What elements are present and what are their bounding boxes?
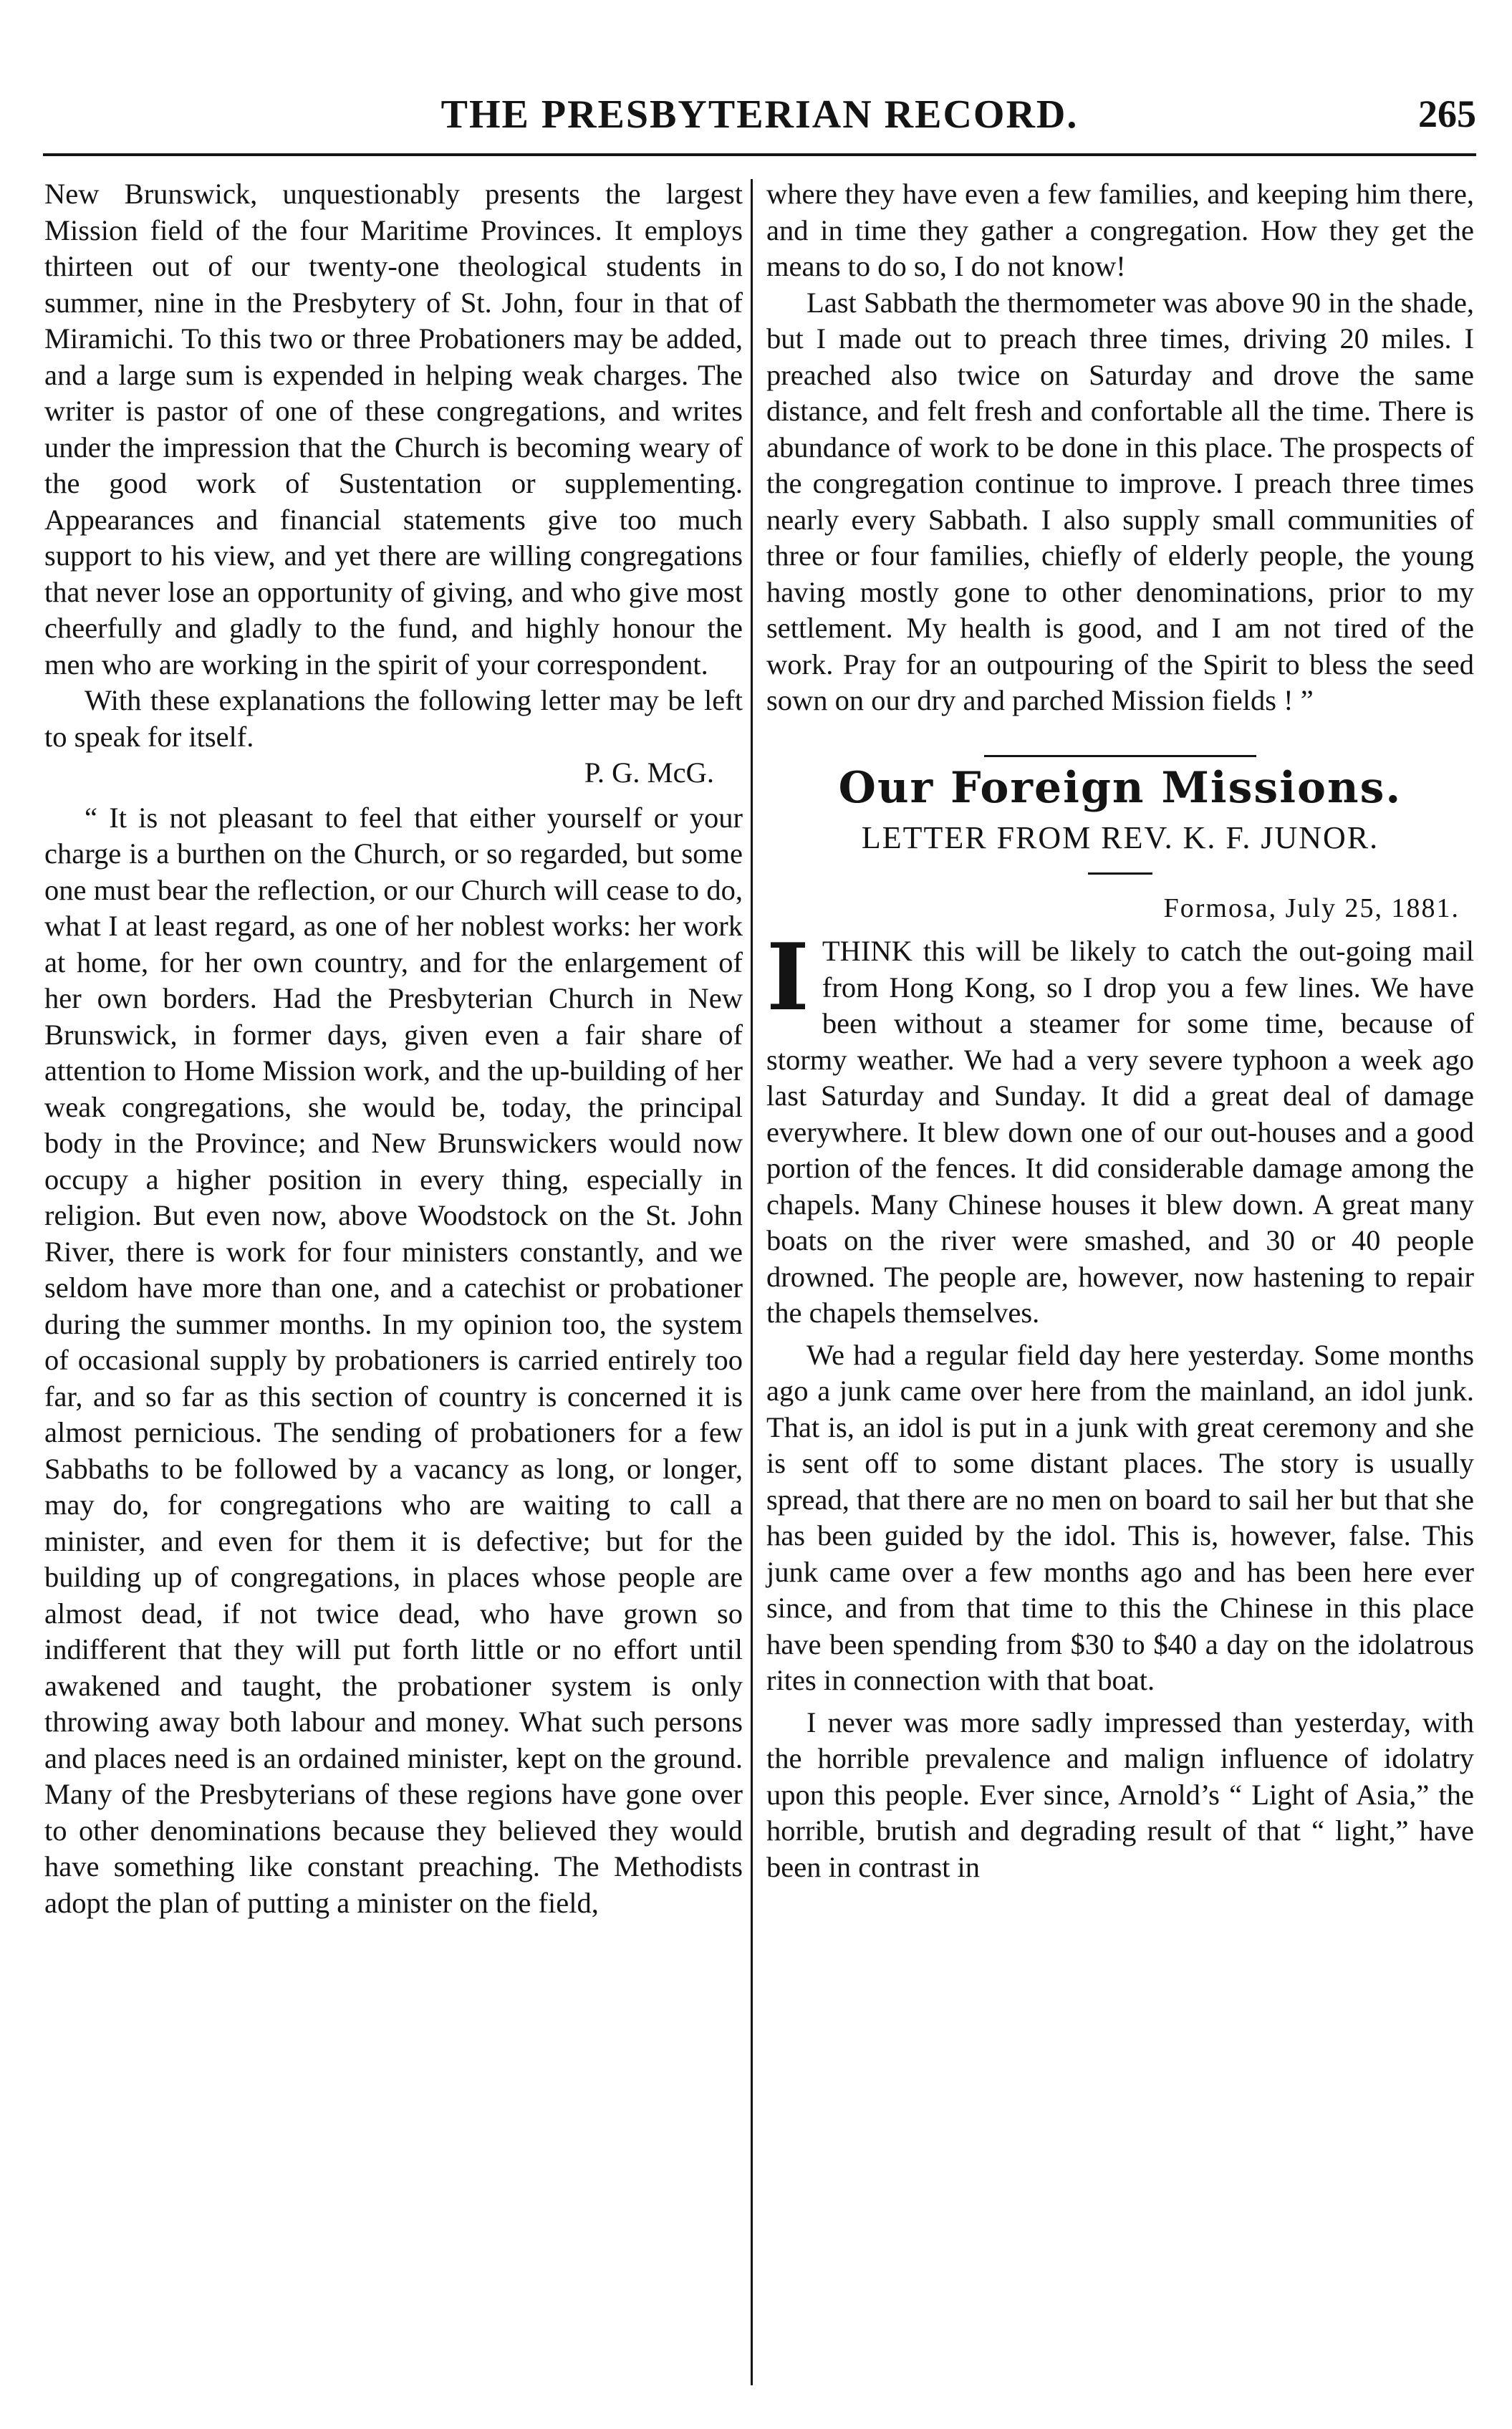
left-column	[44, 176, 743, 1921]
letter-paragraph-2: We had a regular field day here yesterday. Some months ago a junk came over here from the mainland, an idol junk. That is, an idol is put in a junk with great ceremony and she is sent off to some distant places. The story is usually spread, that there are no men on board to sail her but that she has been guided by the idol. This is, however, false. This junk came over a few months ago and has been here ever since, and from that time to this the Chinese in this place have been spending from $30 to $40 a day on the idolatrous rites in connection with that boat.	[766, 1338, 1474, 1696]
letter-heading: LETTER FROM REV. K. F. JUNOR.	[861, 820, 1379, 855]
dateline: Formosa, July 25, 1881.	[1163, 893, 1460, 923]
right-paragraph-1: where they have even a few families, and keeping him there, and in time they gather a congregation. How they get the means to do so, I do not know!	[766, 178, 1474, 282]
publication-title: THE PRESBYTERIAN RECORD.	[440, 92, 1079, 137]
right-paragraph-2: Last Sabbath the thermometer was above 90 in the shade, but I made out to preach three times, driving 20 miles. I preached also twice on Saturday and drove the same distance, and felt fresh and confortable all the time. There is abundance of work to be done in this place. The prospects of the congregation continue to improve. I preach three times nearly every Sabbath. I also supply small communities of three or four families, chiefly of elderly people, the young having mostly gone to other denominations, prior to my settlement. My health is good, and I am not tired of the work. Pray for an outpouring of the Spirit to bless the seed sown on our dry and parched Mission fields ! ”	[766, 286, 1474, 716]
letter-paragraph-1: THINK this will be likely to catch the out-going mail from Hong Kong, so I drop you a few lines. We have been without a steamer for some time, because of stormy weather. We had a very severe typhoon a week ago last Saturday and Sunday. It did a great deal of damage everywhere. It blew down one of our out-houses and a good portion of the fences. It did considerable damage among the chapels. Many Chinese houses it blew down. A great many boats on the river were smashed, and 30 or 40 people drowned. The people are, however, now hastening to repair the chapels themselves.	[766, 935, 1474, 1329]
page-number: 265	[1418, 92, 1476, 135]
left-paragraph-2: With these explanations the following letter may be left to speak for itself.	[44, 684, 743, 753]
column-divider	[751, 179, 753, 2385]
left-paragraph-1: New Brunswick, unquestionably presents the largest Mission field of the four Maritime Provinces. It employs thirteen out of our twenty-one theological students in summer, nine in the Presbytery of St. John, four in that of Miramichi. To this two or three Probationers may be added, and a large sum is expended in helping weak charges. The writer is pastor of one of these congregations, and writes under the impression that the Church is becoming weary of the good work of Sustentation or supplementing. Appearances and financial statements give too much support to his view, and yet there are willing congregations that never lose an opportunity of giving, and who give most cheerfully and gladly to the fund, and highly honour the men who are working in the spirit of your correspondent.	[44, 178, 743, 680]
drop-cap: I	[766, 924, 809, 1031]
right-column	[766, 176, 1474, 1885]
heading-rule	[1088, 872, 1152, 875]
section-rule	[984, 755, 1256, 757]
signature: P. G. McG.	[584, 756, 714, 789]
page-header	[43, 86, 1476, 143]
letter-paragraph-3: I never was more sadly impressed than yesterday, with the horrible prevalence and malign influence of idolatry upon this people. Ever since, Arnold’s “ Light of Asia,” the horrible, brutish and degrading result of that “ light,” have been in contrast in	[766, 1706, 1474, 1883]
section-title: Our Foreign Missions.	[838, 762, 1402, 813]
letter-opening	[766, 924, 1474, 1332]
header-rule	[43, 153, 1476, 156]
letter-quote: “ It is not pleasant to feel that either yourself or your charge is a burthen on the Church, or so regarded, but some one must bear the reflection, or our Church will cease to do, what I at least regard, as one of her noblest works: her work at home, for her own country, and for the enlargement of her own borders. Had the Presbyterian Church in New Brunswick, in former days, given even a fair share of attention to Home Mission work, and the up-building of her weak congregations, she would be, today, the principal body in the Province; and New Brunswickers would now occupy a higher position in every thing, especially in religion. But even now, above Woodstock on the St. John River, there is work for four ministers constantly, and we seldom have more than one, and a catechist or probationer during the summer months. In my opinion too, the system of occasional supply by probationers is carried entirely too far, and so far as this section of country is concerned it is almost pernicious. The sending of probationers for a few Sabbaths to be followed by a vacancy as long, or longer, may do, for congregations who are waiting to call a minister, and even for them it is defective; but for the building up of congregations, in places whose people are almost dead, if not twice dead, who have grown so indifferent that they will put forth little or no effort until awakened and taught, the probationer system is only throwing away both labour and money. What such persons and places need is an ordained minister, kept on the ground. Many of the Presbyterians of these regions have gone over to other denominations because they believed they would have something like constant preaching. The Methodists adopt the plan of putting a minister on the field,	[44, 801, 743, 1919]
